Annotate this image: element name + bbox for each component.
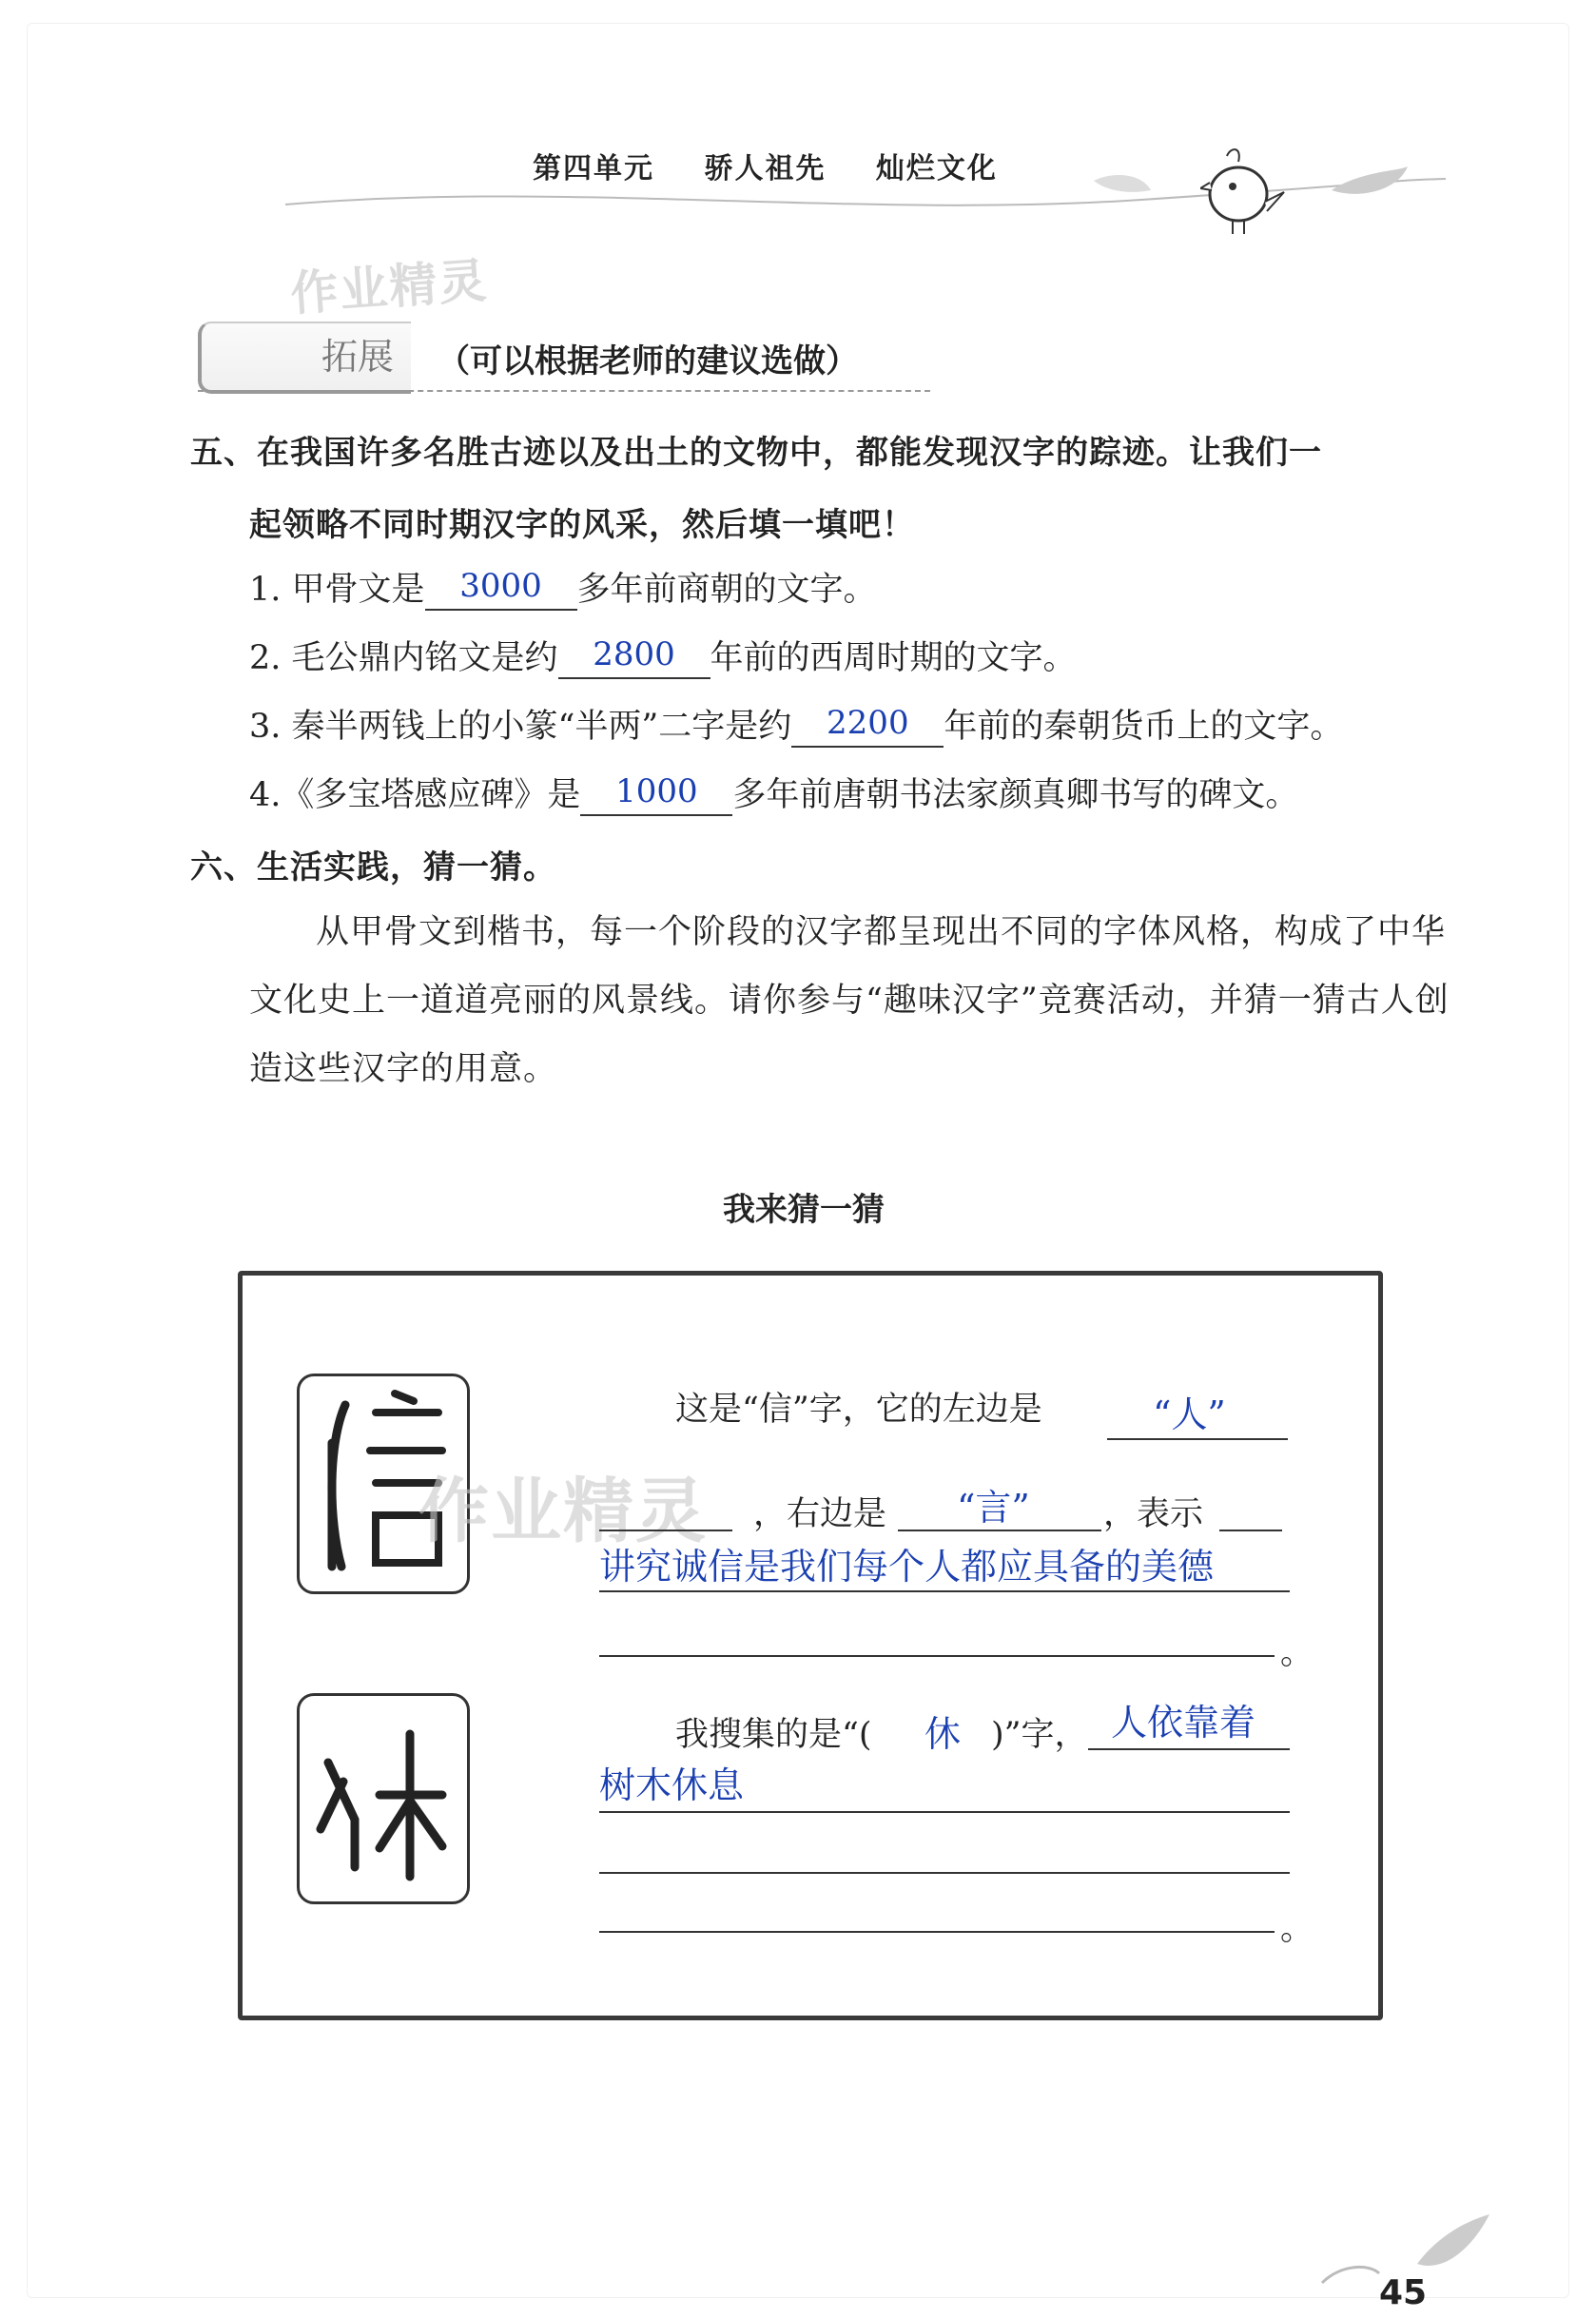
q5-item-4-before: 4.《多宝塔感应碑》是 bbox=[249, 776, 581, 814]
q5-item-1-before: 1. 甲骨文是 bbox=[249, 571, 425, 609]
xiu-answer-line-1: 人依靠着 bbox=[1111, 1702, 1256, 1744]
xin-left-blank-cont[interactable] bbox=[599, 1530, 732, 1531]
q5-item-4-after: 多年前唐朝书法家颜真卿书写的碑文。 bbox=[732, 776, 1299, 814]
watermark-middle: 作业精灵 bbox=[418, 1471, 708, 1552]
q5-item-4-answer: 1000 bbox=[615, 772, 698, 810]
q5-title-line1: 五、在我国许多名胜古迹以及出土的文物中，都能发现汉字的踪迹。让我们一 bbox=[190, 434, 1322, 472]
xin-answer-left: “人” bbox=[1153, 1393, 1226, 1435]
q5-item-1-after: 多年前商朝的文字。 bbox=[576, 571, 877, 609]
xin-answer-meaning: 讲究诚信是我们每个人都应具备的美德 bbox=[599, 1546, 1215, 1588]
q6-title: 六、生活实践，猜一猜。 bbox=[190, 848, 556, 887]
xiu-answer-char: 休 bbox=[925, 1713, 962, 1755]
xin-end-mark: 。 bbox=[1280, 1634, 1314, 1672]
extension-divider bbox=[198, 390, 930, 392]
q5-item-4 bbox=[249, 769, 1298, 816]
q5-item-4-blank[interactable] bbox=[580, 772, 732, 816]
xiu-answer-line-2: 树木休息 bbox=[599, 1764, 745, 1806]
xin-left-blank[interactable] bbox=[1107, 1438, 1288, 1440]
q5-item-2-answer: 2800 bbox=[593, 635, 675, 673]
q5-title-line2: 起领略不同时期汉字的风采，然后填一填吧！ bbox=[249, 506, 915, 544]
xiu-blank-1[interactable] bbox=[1088, 1748, 1290, 1750]
page-number: 45 bbox=[1379, 2273, 1428, 2312]
q6-paragraph: 从甲骨文到楷书，每一个阶段的汉字都呈现出不同的字体风格，构成了中华文化史上一道道亮丽的风景线。请你参与“趣味汉字”竞赛活动，并猜一猜古人创造这些汉字的用意。 bbox=[249, 913, 1450, 1088]
theme-label-2: 灿烂文化 bbox=[875, 152, 998, 185]
extension-label: 拓展 bbox=[321, 336, 395, 378]
q5-item-2 bbox=[249, 632, 1077, 679]
xiu-blank-2[interactable] bbox=[599, 1811, 1290, 1813]
xin-meaning-line-1[interactable] bbox=[599, 1590, 1290, 1592]
watermark-top: 作业精灵 bbox=[288, 252, 491, 322]
seal-glyph-xiu bbox=[297, 1693, 470, 1904]
unit-label: 第四单元 bbox=[533, 152, 654, 185]
q5-item-1-blank[interactable] bbox=[425, 567, 577, 611]
theme-label-1: 骄人祖先 bbox=[704, 152, 827, 185]
q5-item-3-answer: 2200 bbox=[827, 704, 909, 742]
q5-item-2-before: 2. 毛公鼎内铭文是约 bbox=[249, 639, 558, 677]
q5-item-3-before: 3. 秦半两钱上的小篆“半两”二字是约 bbox=[249, 708, 792, 746]
xin-meaning-line-2[interactable] bbox=[599, 1655, 1275, 1657]
guess-box-title: 我来猜一猜 bbox=[723, 1191, 885, 1229]
bird-icon bbox=[1200, 145, 1286, 240]
xiu-end-mark: 。 bbox=[1280, 1910, 1314, 1948]
xin-meaning-blank-start[interactable] bbox=[1219, 1530, 1282, 1531]
seal-xiu-icon bbox=[300, 1696, 467, 1901]
q5-item-1 bbox=[249, 563, 877, 611]
xiu-blank-4[interactable] bbox=[599, 1931, 1275, 1933]
extension-note: （可以根据老师的建议选做） bbox=[438, 342, 858, 380]
xiu-blank-3[interactable] bbox=[599, 1872, 1290, 1874]
xin-answer-right: “言” bbox=[957, 1487, 1030, 1529]
extension-tag bbox=[198, 322, 930, 392]
q5-item-1-answer: 3000 bbox=[459, 567, 542, 605]
xiu-text-2: )”字， bbox=[991, 1716, 1088, 1754]
xin-text-1: 这是“信”字，它的左边是 bbox=[675, 1391, 1042, 1429]
q5-item-3-blank[interactable] bbox=[791, 704, 944, 748]
q5-item-3 bbox=[249, 700, 1343, 748]
q5-item-2-after: 年前的西周时期的文字。 bbox=[710, 639, 1077, 677]
xin-text-2: ，右边是 bbox=[753, 1495, 887, 1533]
q5-item-2-blank[interactable] bbox=[558, 635, 710, 679]
xin-text-3: ，表示 bbox=[1103, 1495, 1204, 1533]
xiu-text-1: 我搜集的是“( bbox=[675, 1716, 872, 1754]
q5-item-3-after: 年前的秦朝货币上的文字。 bbox=[944, 708, 1344, 746]
